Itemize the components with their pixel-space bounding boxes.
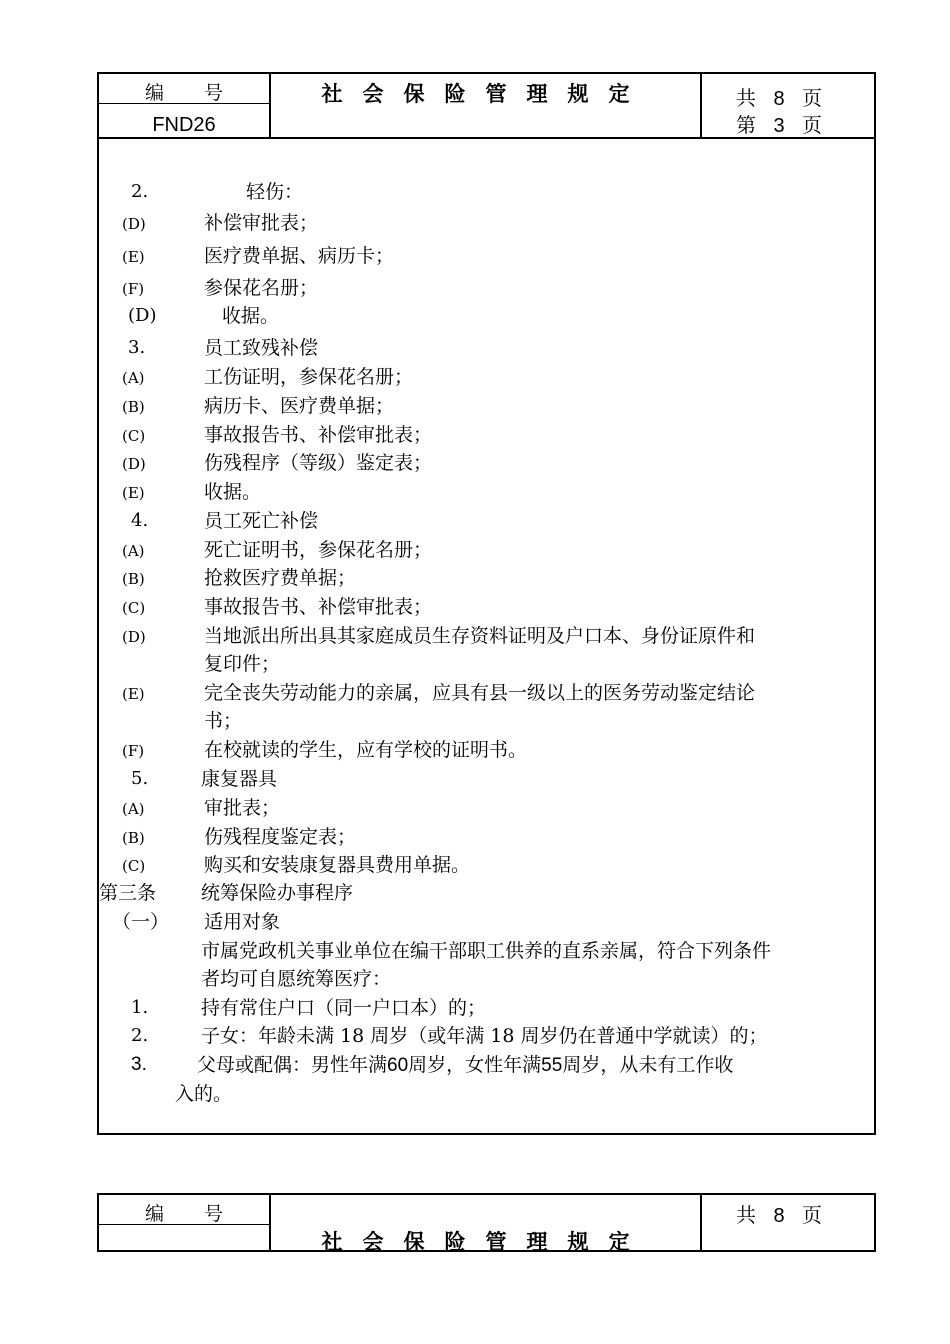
condition-text-continued: 入的。 bbox=[175, 1083, 233, 1105]
item-text: 审批表； bbox=[204, 797, 281, 819]
item-mark: (D) bbox=[122, 628, 146, 646]
section-title: 员工致残补偿 bbox=[204, 337, 319, 359]
item-mark: (E) bbox=[122, 685, 145, 703]
condition-number: 2. bbox=[131, 1025, 149, 1046]
condition-text: 持有常住户口（同一户口本）的； bbox=[201, 997, 487, 1019]
page-current-number: 3 bbox=[773, 115, 785, 137]
item-mark: (D) bbox=[128, 305, 157, 326]
doc-title: 社会保险管理规定 bbox=[321, 81, 650, 106]
next-page-header bbox=[97, 1193, 876, 1252]
page-total: 共 8 页 bbox=[736, 86, 822, 110]
page-total-number: 8 bbox=[773, 1205, 785, 1227]
item-mark: (B) bbox=[122, 829, 145, 847]
subsection-title: 适用对象 bbox=[204, 911, 281, 933]
item-text: 当地派出所出具其家庭成员生存资料证明及户口本、身份证原件和 bbox=[204, 625, 756, 647]
section-number: 5. bbox=[131, 768, 149, 789]
item-text: 抢救医疗费单据； bbox=[204, 567, 357, 589]
doc-code-cell bbox=[99, 1195, 271, 1250]
item-mark: (A) bbox=[122, 369, 145, 387]
section-number: 4. bbox=[131, 510, 149, 531]
item-mark: (C) bbox=[122, 599, 146, 617]
section-number: 3. bbox=[128, 337, 146, 358]
item-text: 伤残程序（等级）鉴定表； bbox=[204, 452, 433, 474]
page-total-number: 8 bbox=[773, 88, 785, 110]
section-number: 2. bbox=[131, 181, 149, 202]
item-mark: (B) bbox=[122, 570, 145, 588]
item-text: 事故报告书、补偿审批表； bbox=[204, 424, 433, 446]
item-text: 工伤证明，参保花名册； bbox=[204, 366, 414, 388]
item-mark: (C) bbox=[122, 427, 146, 445]
page-current: 第 3 页 bbox=[736, 113, 822, 137]
condition-text: 子女：年龄未满 18 周岁（或年满 18 周岁仍在普通中学就读）的； bbox=[201, 1025, 768, 1047]
section-title: 康复器具 bbox=[201, 768, 278, 790]
subsection-mark: （一） bbox=[112, 911, 170, 933]
item-mark: (E) bbox=[122, 484, 145, 502]
doc-code-cell bbox=[99, 74, 271, 137]
item-text: 伤残程度鉴定表； bbox=[204, 826, 357, 848]
item-mark: (C) bbox=[122, 857, 146, 875]
condition-text: 父母或配偶：男性年满60周岁，女性年满55周岁，从未有工作收 bbox=[197, 1054, 734, 1076]
item-text: 补偿审批表； bbox=[204, 212, 319, 234]
item-text: 参保花名册； bbox=[204, 277, 319, 299]
item-text: 在校就读的学生，应有学校的证明书。 bbox=[204, 739, 528, 761]
section-title: 轻伤： bbox=[246, 181, 304, 203]
doc-code-value: FND26 bbox=[152, 114, 216, 136]
paragraph: 市属党政机关事业单位在编干部职工供养的直系亲属，符合下列条件 bbox=[201, 940, 772, 962]
doc-code-label: 编号 bbox=[144, 1203, 263, 1225]
page-total: 共 8 页 bbox=[736, 1203, 822, 1227]
item-text: 死亡证明书，参保花名册； bbox=[204, 539, 433, 561]
page-count-cell bbox=[700, 74, 874, 137]
item-mark: (A) bbox=[122, 800, 145, 818]
item-mark: (D) bbox=[122, 215, 146, 233]
article-label: 第三条 bbox=[99, 882, 157, 904]
item-text: 事故报告书、补偿审批表； bbox=[204, 596, 433, 618]
item-text: 完全丧失劳动能力的亲属，应具有县一级以上的医务劳动鉴定结论 bbox=[204, 682, 756, 704]
item-text: 购买和安装康复器具费用单据。 bbox=[204, 854, 471, 876]
page-header bbox=[97, 72, 876, 139]
item-mark: (A) bbox=[122, 542, 145, 560]
item-mark: (D) bbox=[122, 455, 146, 473]
condition-number: 1. bbox=[131, 997, 149, 1018]
item-text-continued: 书； bbox=[204, 710, 243, 732]
item-text: 收据。 bbox=[222, 305, 280, 327]
article-title: 统筹保险办事程序 bbox=[201, 882, 354, 904]
condition-number: 3. bbox=[131, 1054, 147, 1075]
item-mark: (F) bbox=[122, 280, 145, 298]
doc-title: 社会保险管理规定 bbox=[321, 1229, 650, 1254]
section-title: 员工死亡补偿 bbox=[204, 510, 319, 532]
item-text: 病历卡、医疗费单据； bbox=[204, 395, 395, 417]
item-text: 收据。 bbox=[204, 481, 262, 503]
paragraph: 者均可自愿统筹医疗： bbox=[201, 968, 392, 990]
item-text: 医疗费单据、病历卡； bbox=[204, 245, 395, 267]
item-mark: (F) bbox=[122, 742, 145, 760]
item-text-continued: 复印件； bbox=[204, 653, 281, 675]
doc-code-label: 编号 bbox=[144, 82, 263, 104]
page-count-cell bbox=[700, 1195, 874, 1250]
item-mark: (B) bbox=[122, 398, 145, 416]
item-mark: (E) bbox=[122, 248, 145, 266]
